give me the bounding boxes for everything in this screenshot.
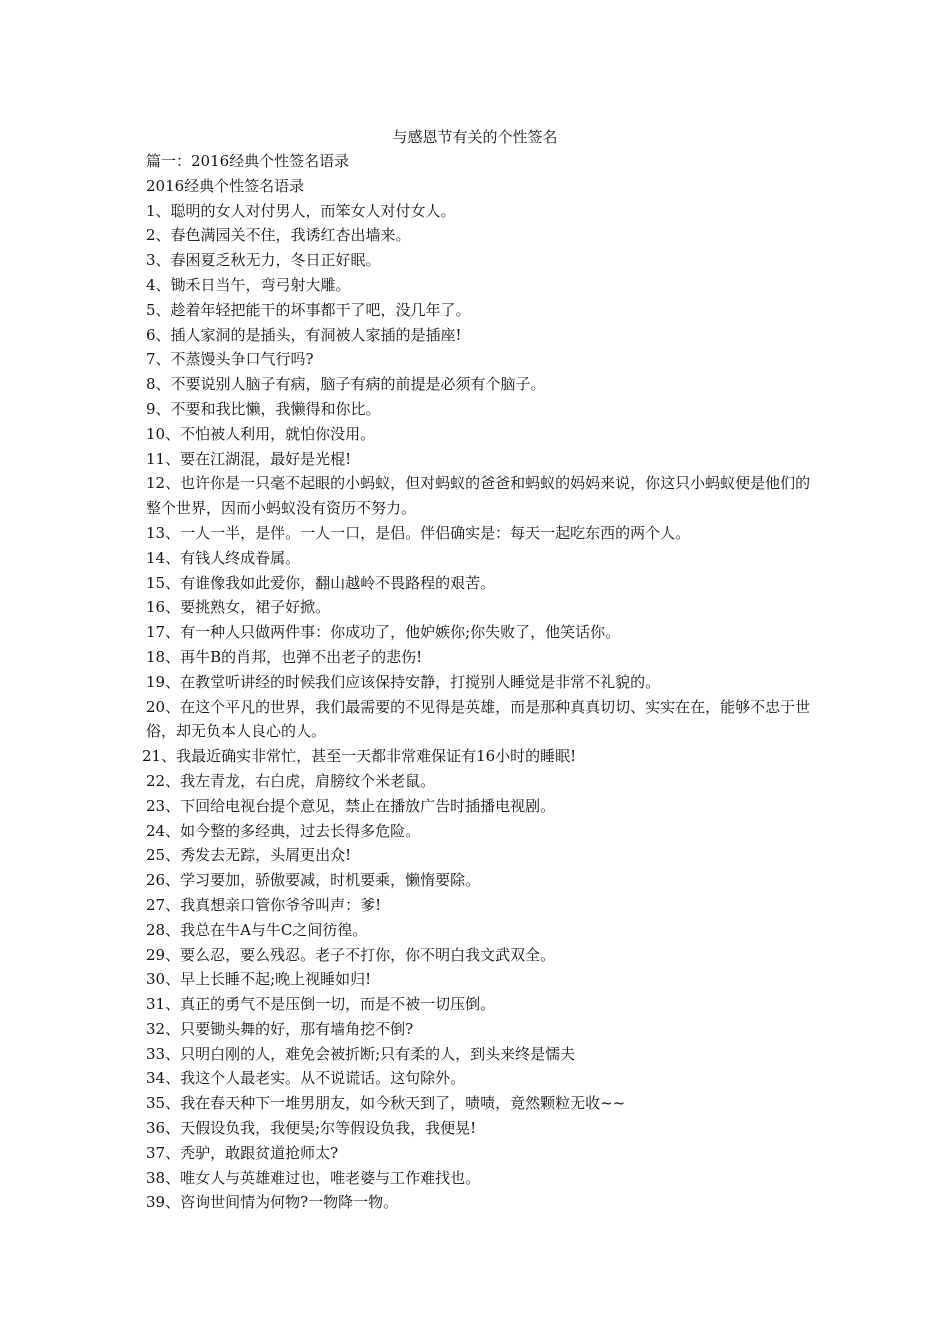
list-item: 33、只明白刚的人，难免会被折断;只有柔的人，到头来终是懦夫 xyxy=(146,1044,576,1063)
list-item: 22、我左青龙，右白虎，肩膀纹个米老鼠。 xyxy=(146,771,436,790)
list-item: 35、我在春天种下一堆男朋友，如今秋天到了，啧啧，竟然颗粒无收~~ xyxy=(146,1094,626,1113)
list-item: 10、不怕被人利用，就怕你没用。 xyxy=(146,424,376,443)
document-title: 与感恩节有关的个性签名 xyxy=(392,128,558,146)
document-body xyxy=(142,149,818,1215)
list-item: 38、唯女人与英雄难过也，唯老婆与工作难找也。 xyxy=(146,1168,481,1187)
list-item: 12、也许你是一只毫不起眼的小蚂蚁，但对蚂蚁的爸爸和蚂蚁的妈妈来说，你这只小蚂蚁便是他们的整个世界，因而小蚂蚁没有资历不努力。 xyxy=(146,474,811,518)
list-item: 1、聪明的女人对付男人，而笨女人对付女人。 xyxy=(146,201,456,220)
list-item: 8、不要说别人脑子有病，脑子有病的前提是必须有个脑子。 xyxy=(146,375,546,394)
list-item: 36、天假设负我，我便昊;尔等假设负我，我便晃! xyxy=(146,1119,477,1138)
list-item: 26、学习要加，骄傲要减，时机要乘，懒惰要除。 xyxy=(146,871,481,890)
list-item: 13、一人一半，是伴。一人一口，是侣。伴侣确实是：每天一起吃东西的两个人。 xyxy=(146,523,691,542)
list-item: 19、在教堂听讲经的时候我们应该保持安静，打搅别人睡觉是非常不礼貌的。 xyxy=(146,672,661,691)
list-item: 11、要在江湖混，最好是光棍! xyxy=(146,449,352,468)
list-item: 24、如今整的多经典，过去长得多危险。 xyxy=(146,821,421,840)
list-item: 27、我真想亲口管你爷爷叫声：爹! xyxy=(146,895,382,914)
list-item: 37、秃驴，敢跟贫道抢师太? xyxy=(146,1143,339,1162)
list-item: 32、只要锄头舞的好，那有墙角挖不倒? xyxy=(146,1019,414,1038)
list-item: 6、插人家洞的是插头，有洞被人家插的是插座! xyxy=(146,325,462,344)
list-item: 9、不要和我比懒，我懒得和你比。 xyxy=(146,399,381,418)
list-item: 34、我这个人最老实。从不说谎话。这句除外。 xyxy=(146,1069,466,1088)
list-item: 3、春困夏乏秋无力，冬日正好眠。 xyxy=(146,251,381,270)
list-item: 14、有钱人终成眷属。 xyxy=(146,548,301,567)
list-item: 16、要挑熟女，裙子好掀。 xyxy=(146,598,331,617)
list-item: 21、我最近确实非常忙，甚至一天都非常难保证有16小时的睡眠! xyxy=(142,747,577,766)
list-item: 28、我总在牛A与牛C之间彷徨。 xyxy=(146,920,368,939)
list-item: 5、趁着年轻把能干的坏事都干了吧，没几年了。 xyxy=(146,300,471,319)
list-item: 39、咨询世间情为何物?一物降一物。 xyxy=(146,1193,399,1212)
list-item: 20、在这个平凡的世界，我们最需要的不见得是英雄，而是那种真真切切、实实在在，能够不忠于世俗，却无负本人良心的人。 xyxy=(146,697,811,741)
list-item: 25、秀发去无踪，头屑更出众! xyxy=(146,846,352,865)
section-heading: 篇一：2016经典个性签名语录 xyxy=(146,152,350,170)
list-item: 17、有一种人只做两件事：你成功了，他妒嫉你;你失败了，他笑话你。 xyxy=(146,623,621,642)
list-item: 30、早上长睡不起;晚上视睡如归! xyxy=(146,970,372,989)
list-item: 18、再牛B的肖邦，也弹不出老子的悲伤! xyxy=(146,647,423,666)
subheading: 2016经典个性签名语录 xyxy=(146,176,305,195)
list-item: 29、要么忍，要么残忍。老子不打你，你不明白我文武双全。 xyxy=(146,945,556,964)
list-item: 7、不蒸馒头争口气行吗? xyxy=(146,350,314,369)
list-item: 23、下回给电视台提个意见，禁止在播放广告时插播电视剧。 xyxy=(146,796,556,815)
list-item: 4、锄禾日当午，弯弓射大雕。 xyxy=(146,275,351,294)
list-item: 15、有谁像我如此爱你，翻山越岭不畏路程的艰苦。 xyxy=(146,573,496,592)
list-item: 2、春色满园关不住，我诱红杏出墙来。 xyxy=(146,226,411,245)
list-item: 31、真正的勇气不是压倒一切，而是不被一切压倒。 xyxy=(146,995,496,1014)
